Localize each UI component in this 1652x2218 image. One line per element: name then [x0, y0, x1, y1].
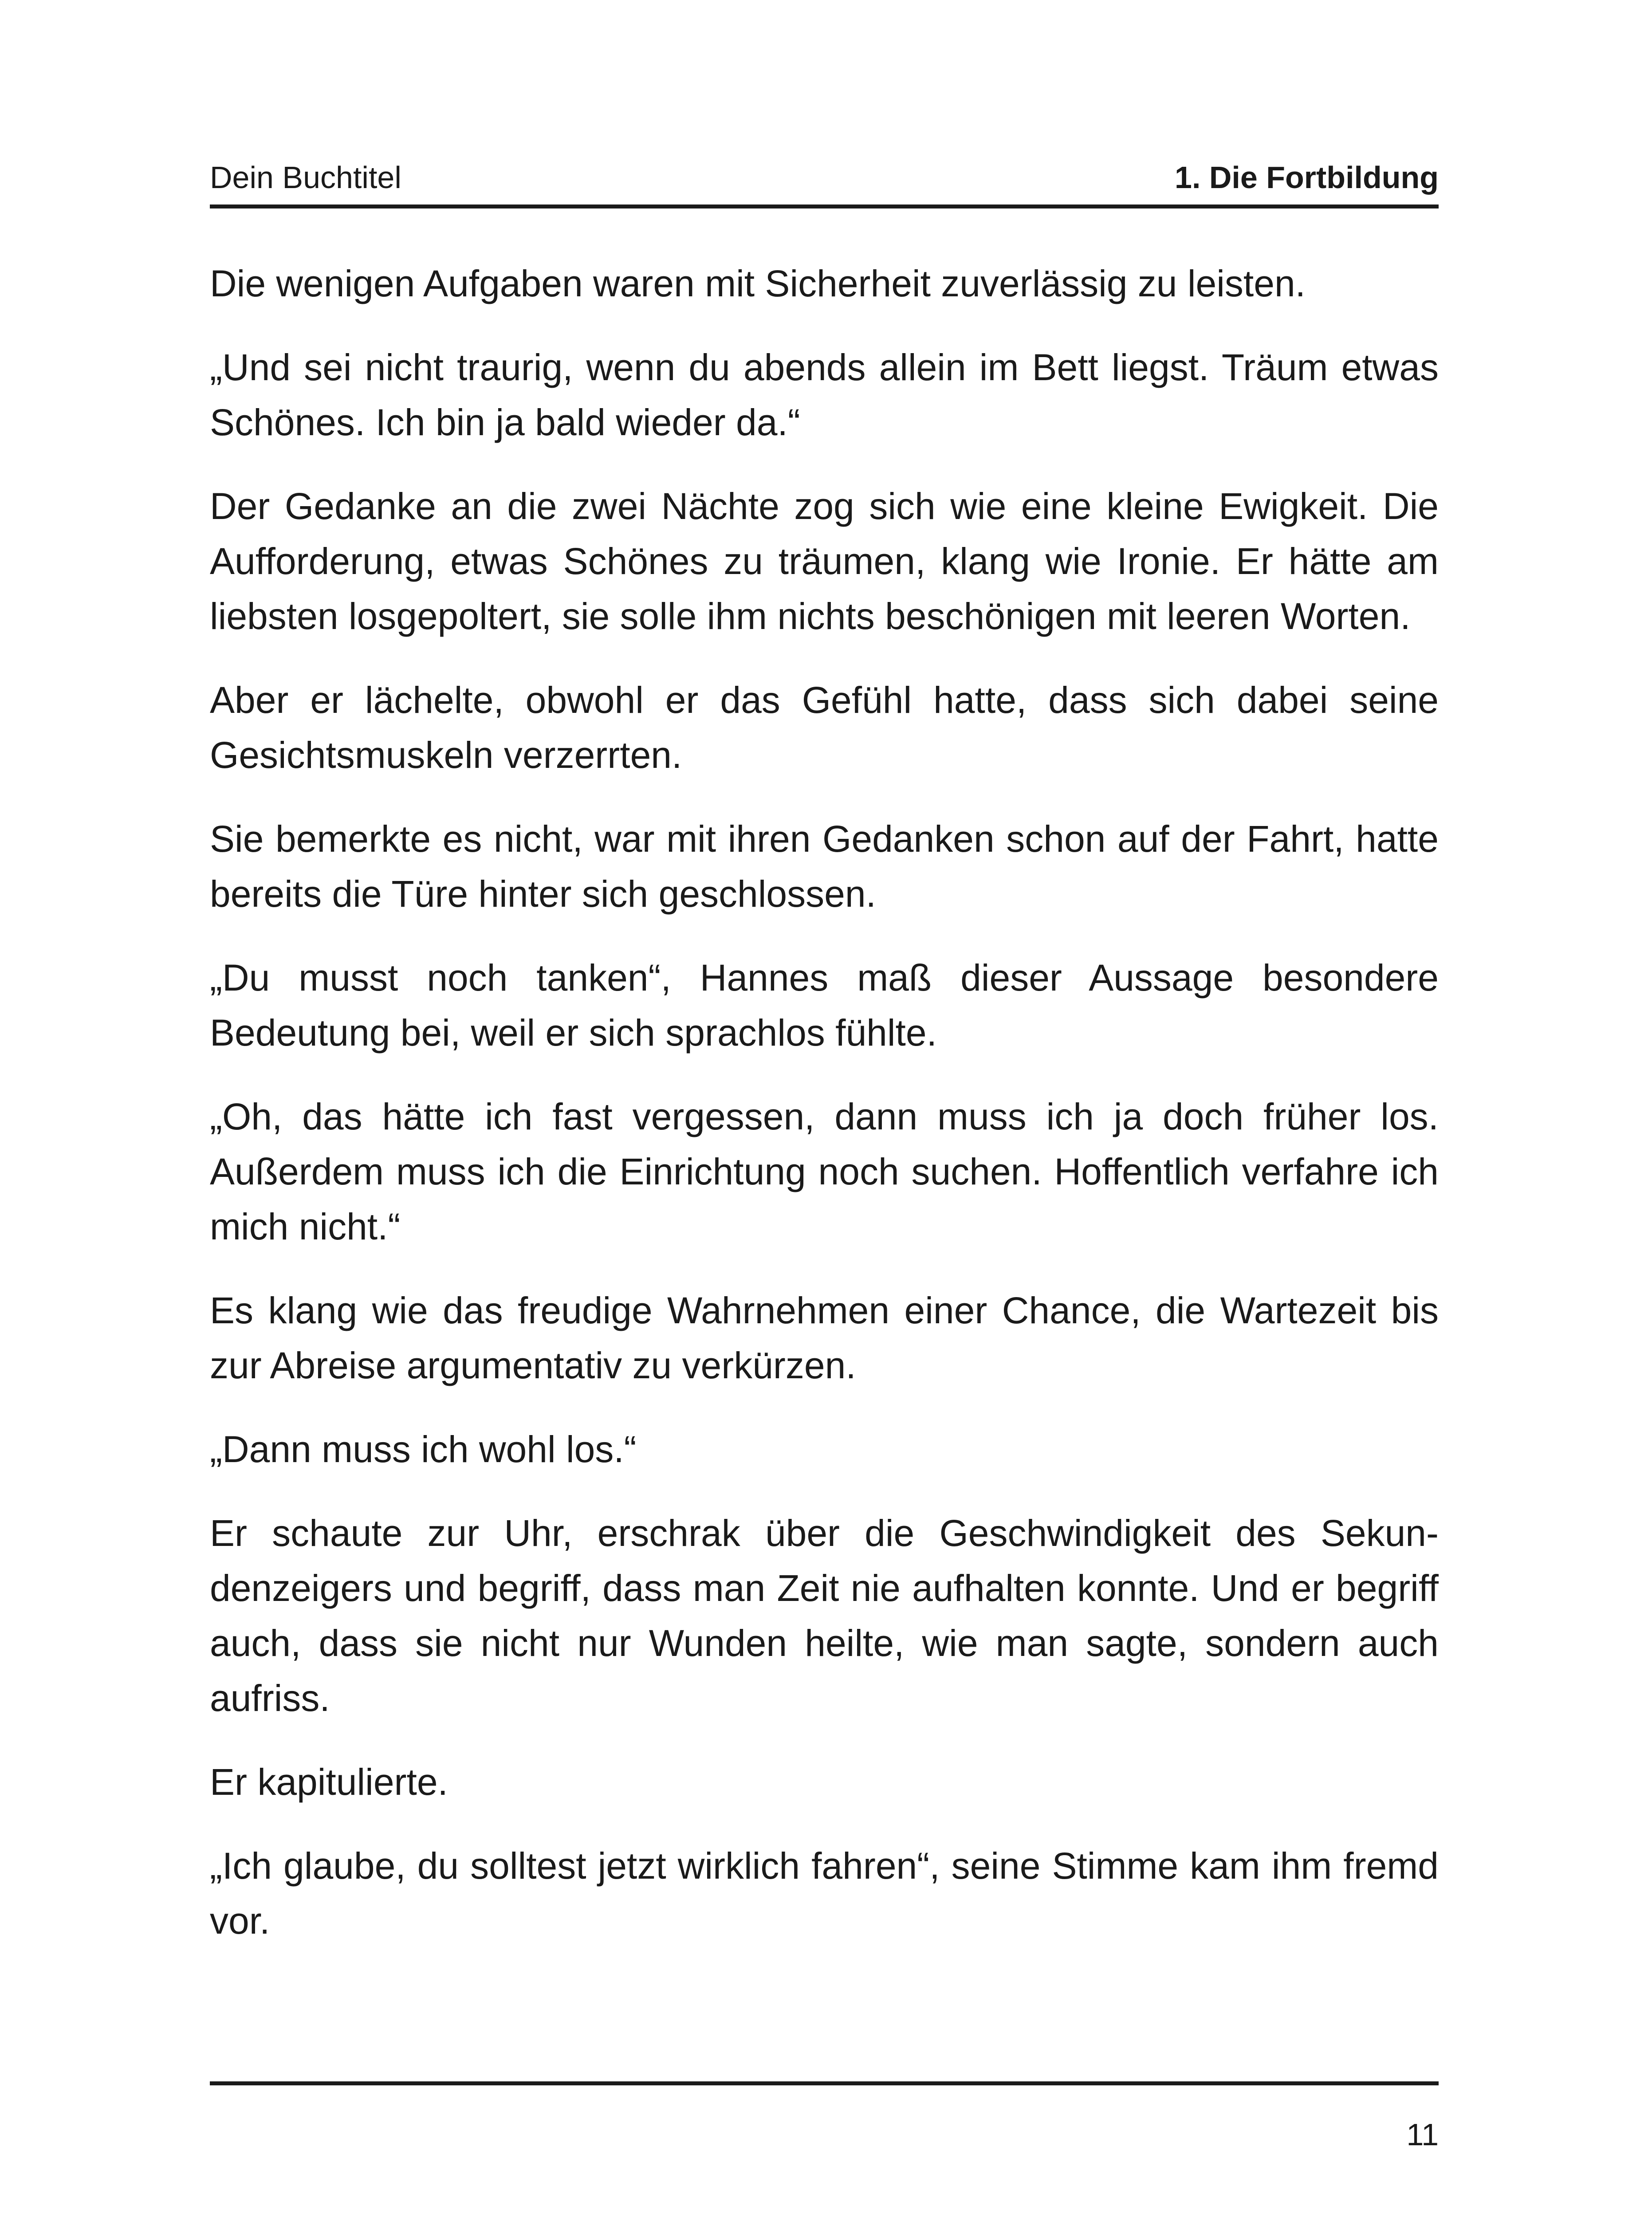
paragraph: „Dann muss ich wohl los.“ — [210, 1428, 637, 1470]
paragraph: Der Gedanke an die zwei Nächte zog sich wie eine kleine Ewigkeit. Die Aufforderung, etwas Schönes zu träumen, klang wie Ironie. Er hätte am liebsten losgepoltert, sie solle ihm nichts beschönigen mit leeren Worten. — [210, 485, 1439, 637]
chapter-title: 1. Die Fortbildung — [1175, 160, 1439, 195]
paragraph: Er kapitulierte. — [210, 1761, 448, 1803]
footer-rule — [210, 2081, 1439, 2085]
paragraph: Er schaute zur Uhr, erschrak über die Geschwindigkeit des Sekundenzeigers und begriff, dass man Zeit nie aufhalten konnte. Und er begriff auch, dass sie nicht nur Wunden heilte, wie man sagte, sondern auch aufriss. — [210, 1512, 1439, 1719]
paragraph: Es klang wie das freudige Wahrnehmen einer Chance, die Wartezeit bis zur Abreise argumentativ zu verkürzen. — [210, 1290, 1439, 1386]
paragraph: Sie bemerkte es nicht, war mit ihren Gedanken schon auf der Fahrt, hatte bereits die Türe hinter sich geschlossen. — [210, 818, 1439, 915]
paragraph: „Ich glaube, du solltest jetzt wirklich fahren“, seine Stimme kam ihm fremd vor. — [210, 1845, 1439, 1942]
paragraph: „Oh, das hätte ich fast vergessen, dann muss ich ja doch früher los. Außerdem muss ich die Einrichtung noch suchen. Hoffentlich verfahre ich mich nicht.“ — [210, 1096, 1439, 1247]
running-header — [210, 155, 1439, 208]
paragraph: „Und sei nicht traurig, wenn du abends allein im Bett liegst. Träum etwas Schönes. Ich bin ja bald wieder da.“ — [210, 346, 1439, 443]
page-body — [210, 256, 1439, 1977]
paragraph: „Du musst noch tanken“, Hannes maß dieser Aussage besondere Bedeutung bei, weil er sich sprachlos fühlte. — [210, 957, 1439, 1054]
book-title: Dein Buchtitel — [210, 160, 401, 195]
page-number: 11 — [1406, 2117, 1439, 2152]
paragraph: Die wenigen Aufgaben waren mit Sicherheit zuverlässig zu leisten. — [210, 263, 1306, 304]
paragraph: Aber er lächelte, obwohl er das Gefühl hatte, dass sich dabei seine Gesichtsmuskeln verzerrten. — [210, 679, 1439, 776]
